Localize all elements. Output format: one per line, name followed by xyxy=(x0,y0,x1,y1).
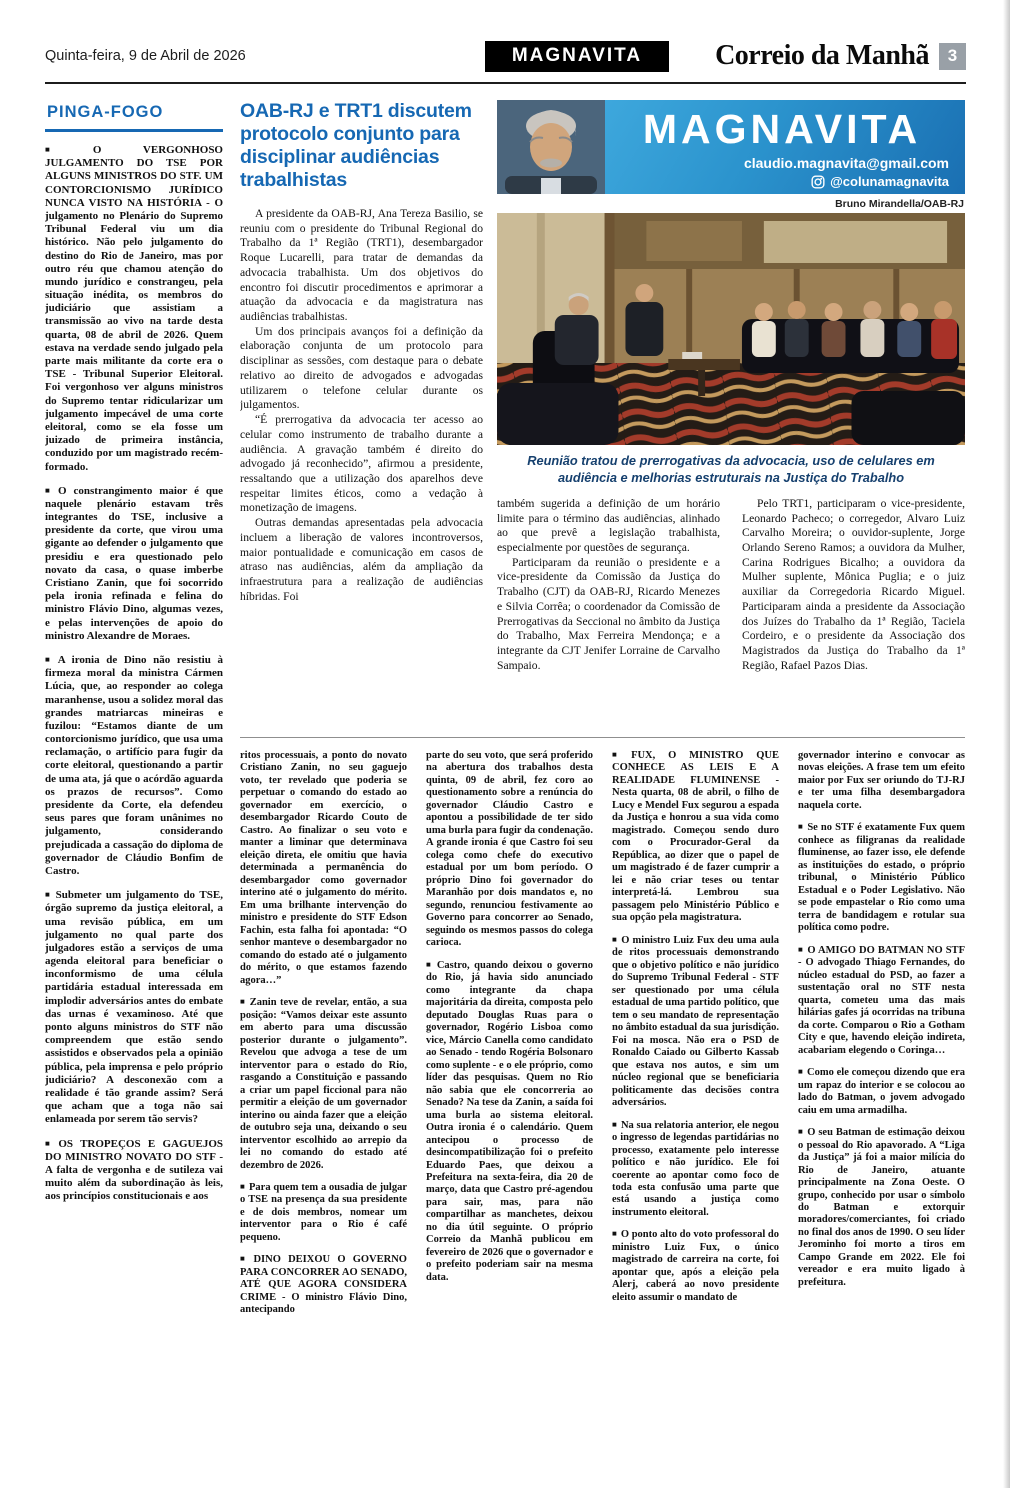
item-text: Zanin teve de revelar, então, a sua posição: “Vamos deixar este assunto em aberto para uma discussão posterior durante o julgamento”. Revelou que advoga a tese de um interventor para o estado do Rio, rasgando a Constituição e passando a criar um papel ficcional para não permitir a eleição de um governador interino ou ainda fazer que a eleição de outubro seja una, deixando o seu interventor escolhido ao arrepio da lei no comando do estado até dezembro de 2026. xyxy=(240,997,407,1171)
article-paragraph: A presidente da OAB-RJ, Ana Tereza Basilio, se reuniu com o presidente do Tribunal Regional do Trabalho da 1ª Região (TRT1), desembargador Roque Lucarelli, para tratar de demandas da advocacia trabalhista. Um dos objetivos do encontro foi discutir procedimentos e aprimorar a atuação da advocacia e da magistratura nas audiências trabalhistas. xyxy=(240,207,483,324)
pinga-fogo-column xyxy=(45,100,223,1446)
bullet-icon: ■ xyxy=(240,1254,250,1264)
bullet-icon: ■ xyxy=(798,944,804,954)
pinga-fogo-item xyxy=(798,1067,965,1117)
pinga-fogo-item xyxy=(45,889,223,1126)
article-paragraph: Outras demandas apresentadas pela advocacia incluem a liberação de valores incontroversos, maior pontualidade e comunicação em casos de atraso nas audiências, além da ampliação da infraestrutura para a realização de audiências híbridas. Foi xyxy=(240,516,483,603)
article-paragraph: também sugerida a definição de um horário limite para o término das audiências, alinhado ao que prevê a legislação trabalhista, especialmente por questões de segurança. xyxy=(497,496,720,554)
continuation-right-column xyxy=(742,497,965,715)
item-text: O advogado Thiago Fernandes, do núcleo estadual do PSD, ao fazer a sustentação oral no STF nesta quarta, cometeu uma das mais hilárias gafes já ocorridas na tribuna da corte. Comparou o Rio a Gotham City e que, havendo eleição indireta, acabariam elegendo o Coringa… xyxy=(798,957,965,1056)
magnavita-masthead xyxy=(497,100,965,194)
columnist-email: claudio.magnavita@gmail.com xyxy=(743,155,949,171)
item-lead: O AMIGO DO BATMAN NO STF - xyxy=(798,944,965,969)
item-text: A ironia de Dino não resistiu à firmeza moral da ministra Cármen Lúcia, que, ao responder ao colega maranhense, usou a solidez moral das grandes matriarcas mineiras e fuzilou: “Estamos diante de um contorcionismo jurídico, que usa uma reclamação, o artifício para fugir da corte eleitoral, questionando a partir de uma ata, já que o acórdão aguarda os prazos de recursos”. Como presidente da Corte, ela defendeu seus pares que foram unânimes no julgamento, considerando prejudicada a cassação do diploma de governador de Cláudio Bonfim de Castro. xyxy=(45,653,223,877)
article-paragraph: Pelo TRT1, participaram o vice-presidente, Leonardo Pacheco; o corregedor, Alvaro Luiz Carvalho Moreira; o ouvidor-suplente, Jorge Orlando Sereno Ramos; a ouvidora da Mulher, Carina Rodrigues Bicalho; a ouvidora da Mulher suplente, Mônica Puglia; e o juiz auxiliar da Corregedoria Ricardo Miguel. Participaram ainda a presidente da Associação dos Juízes do Trabalho da 1ª Região, Taciela Cordeiro, e o presidente da Associação dos Magistrados da Justiça do Trabalho da 1ª Região, Rafael Pazos Dias. xyxy=(742,496,965,672)
instagram-row xyxy=(811,174,949,189)
bullet-icon: ■ xyxy=(612,1229,617,1239)
item-text: Castro, quando deixou o governo do Rio, já havia sido anunciado como integrante da chapa majoritária da direita, composta pelo deputado Douglas Ruas para o governador, Rogério Lisboa como vice, Márcio Canella como candidato ao Senado - tendo Rogéria Bolsonaro como suplente - e o ele próprio, como líder das pesquisas. Quem no Rio não sabia que ele concorreria ao Senado? Na tese da Zanin, a saída foi uma burla ao sistema eleitoral. Outra ironia é o calendário. Quem antecipou o processo de desincompatibilização foi o prefeito Eduardo Paes, que deixou a Prefeitura na sexta-feira, dia 20 de março, data que Castro pré-agendou para sair, mas, para não compartilhar as manchetes, deixou no dia útil seguinte. O próprio Correio da Manhã publicou em fevereiro de 2026 que o governador e o prefeito poderiam sair na mesma data. xyxy=(426,959,593,1283)
pinga-fogo-title: PINGA-FOGO xyxy=(45,100,223,132)
column-masthead-block xyxy=(497,100,965,715)
bottom-columns xyxy=(240,750,965,1446)
item-text: O julgamento no Plenário do Supremo Tribunal Federal viu um dia histórico. Não pelo julgamento do destino do Rio de Janeiro, mas por outro réu que chamou atenção do mundo jurídico e constrangeu, pela situação inédita, os membros do judiciário que assistiam a transmissão ao vivo na tarde desta quarta, 08 de abril de 2026. Quem estava na verdade sendo julgado pela parte mais militante da corte era o TSE - Tribunal Superior Eleitoral. Foi vergonhoso ver alguns ministros do Supremo tentar ridicularizar um julgamento impecável de uma corte eleitoral, como se ela fosse um juizado de primeira instância, conduzido por um magistrado recém-formado. xyxy=(45,196,223,473)
pinga-fogo-item xyxy=(798,822,965,934)
article-continuation xyxy=(497,497,965,715)
pinga-fogo-item xyxy=(426,750,593,950)
meeting-photo xyxy=(497,213,965,445)
bottom-column-4 xyxy=(798,750,965,1446)
item-text: Na sua relatoria anterior, ele negou o ingresso de legendas partidárias no processo, exatamente pelo interesse político e não jurídico. Ele foi coerente ao apontar como foco de toda esta confusão uma parte que está usando a justiça como instrumento eleitoral. xyxy=(612,1119,779,1218)
newspaper-logo: Correio da Manhã xyxy=(715,40,929,71)
item-lead: O VERGONHOSO JULGAMENTO DO TSE POR ALGUNS MINISTROS DO STF. UM CONTORCIONISMO JURÍDICO NUNCA VISTO NA HISTÓRIA - xyxy=(45,144,223,209)
bullet-icon: ■ xyxy=(426,959,433,969)
bullet-icon: ■ xyxy=(612,750,628,759)
pinga-fogo-item xyxy=(45,1138,223,1204)
pinga-fogo-item xyxy=(612,935,779,1110)
bullet-icon: ■ xyxy=(798,1127,804,1137)
bullet-icon: ■ xyxy=(612,1119,617,1129)
continuation-left-column xyxy=(497,497,720,715)
bullet-icon: ■ xyxy=(240,997,246,1007)
pinga-fogo-item xyxy=(612,1120,779,1220)
item-text: O ministro Luiz Fux deu uma aula de ritos processuais demonstrando que o objetivo político e não jurídico do Supremo Tribunal Federal - STF ser questionado por uma célula estadual de uma partido político, que tem o seu mandato de representação no âmbito estadual da sua jurisdição. Foi na mosca. Não era o PSD de Ronaldo Caiado ou Gilberto Kassab que estava nos autos, e sim um núcleo regional que se beneficiaria politicamente das decisões contra adversários. xyxy=(612,934,780,1109)
pinga-fogo-item xyxy=(612,1229,779,1304)
bullet-icon: ■ xyxy=(45,485,55,495)
pinga-fogo-item xyxy=(240,1254,407,1316)
header-rule xyxy=(45,82,966,84)
pinga-fogo-item xyxy=(426,960,593,1285)
photo-credit: Bruno Mirandella/OAB-RJ xyxy=(835,198,964,210)
pinga-fogo-item xyxy=(45,144,223,474)
bottom-column-3 xyxy=(612,750,779,1446)
item-text: parte do seu voto, que será proferido na abertura dos trabalhos desta quinta, 09 de abril, fez coro ao questionamento sobre a renúncia do governador Cláudio Castro e apontou a possibilidade de ter sido uma burla para fugir da condenação. A grande ironia é que Castro foi seu colega como chefe do executivo estadual por um bom período. O próprio Dino foi governador do Maranhão por dois mandatos e, no segundo, renunciou festivamente ao Governo para concorrer ao Senado, seguindo os mesmos passos do colega carioca. xyxy=(426,750,593,949)
masthead-brand: MAGNAVITA xyxy=(642,106,922,152)
bullet-icon: ■ xyxy=(45,145,89,154)
meeting-photo-illustration xyxy=(497,213,965,445)
article-paragraph: “É prerrogativa da advocacia ter acesso ao celular como instrumento de trabalho durante a audiência. A gravação também é direito do advogado já reconhecido”, afirmou a presidente, ressaltando que a utilização dos aparelhos deve respeitar limites éticos, como a vedação à monetização de imagens. xyxy=(240,413,483,515)
bullet-icon: ■ xyxy=(798,1067,803,1077)
item-text: Se no STF é exatamente Fux quem conhece as filigranas da realidade fluminense, ao fazer isso, ele defende as instituições do estado, o próprio tribunal, o Ministério Público Estadual e o Poder Legislativo. Não se pode empastelar o Rio como uma terra de bandidagem e rotular sua política como podre. xyxy=(798,822,965,934)
item-text: O ponto alto do voto professoral do ministro Luiz Fux, o único magistrado de carreira na corte, foi apontar que, após a eleição pela Alerj, caberá ao novo presidente eleito assumir o mandato de xyxy=(612,1229,779,1303)
item-lead: OS TROPEÇOS E GAGUEJOS DO MINISTRO NOVATO DO STF - xyxy=(45,1137,223,1163)
article-paragraph: Um dos principais avanços foi a definição da elaboração conjunta de um protocolo para disciplinar as sessões, com destaque para o debate relativo ao direito de advogados e advogadas utilizarem o telefone celular durante os julgamentos. xyxy=(240,324,483,412)
page-number: 3 xyxy=(939,43,966,70)
pinga-fogo-item xyxy=(240,750,407,987)
section-divider xyxy=(240,737,965,738)
item-text: Nesta quarta, 08 de abril, o filho de Lucy e Mendel Fux segurou a espada da Justiça e honrou a sua vida como magistrado. Começou sendo duro com o Procurador-Geral da República, ao dizer que o papel de um magistrado é de fazer cumprir a lei e não criar teses ou tentar interpretá-lá. Lembrou sua passagem pelo Ministério Público e sua opção pela magistratura. xyxy=(612,787,779,924)
bullet-icon: ■ xyxy=(45,654,54,664)
pinga-fogo-item xyxy=(45,485,223,643)
bottom-column-1 xyxy=(240,750,407,1446)
item-text: governador interino e convocar as novas eleições. A frase tem um efeito maior por Fux ser oriundo do TJ-RJ e ter uma filha desembargadora naquela corte. xyxy=(798,750,965,811)
item-text: Como ele começou dizendo que era um rapaz do interior e se colocou ao lado do Batman, o jovem advogado caiu em uma armadilha. xyxy=(798,1067,965,1116)
article-paragraph: Participaram da reunião o presidente e a vice-presidente da Comissão da Justiça do Trabalho (CJT) da OAB-RJ, Ricardo Menezes e Silvia Corrêa; o coordenador da Comissão de Prerrogativas da Seccional no âmbito da Justiça do Trabalho, Max Ferreira Mendonça; e a integrante da CJT Jenifer Lorraine de Carvalho Sampaio. xyxy=(497,555,720,672)
pinga-fogo-item xyxy=(798,1127,965,1289)
pinga-fogo-item xyxy=(240,1182,407,1244)
main-article xyxy=(240,100,483,734)
section-banner: MAGNAVITA xyxy=(485,41,669,72)
bullet-icon: ■ xyxy=(240,1181,246,1191)
item-text: Para quem tem a ousadia de julgar o TSE na presença da sua presidente e de dois membros, nomear um interventor para o Rio é café pequeno. xyxy=(240,1181,407,1243)
instagram-icon xyxy=(811,175,825,189)
bullet-icon: ■ xyxy=(798,822,804,832)
columnist-portrait xyxy=(497,100,605,194)
article-title: OAB-RJ e TRT1 discutem protocolo conjunto para disciplinar audiências trabalhistas xyxy=(240,100,472,191)
pinga-fogo-item xyxy=(240,997,407,1172)
bullet-icon: ■ xyxy=(45,890,52,900)
edition-date: Quinta-feira, 9 de Abril de 2026 xyxy=(45,48,246,64)
instagram-handle: @colunamagnavita xyxy=(830,174,949,189)
pinga-fogo-item xyxy=(45,654,223,878)
pinga-fogo-item xyxy=(612,750,779,925)
pinga-fogo-item xyxy=(798,945,965,1057)
item-lead: FUX, O MINISTRO QUE CONHECE AS LEIS E A REALIDADE FLUMINENSE - xyxy=(612,750,779,786)
item-lead: DINO DEIXOU O GOVERNO PARA CONCORRER AO SENADO, ATÉ QUE AGORA CONSIDERA CRIME - xyxy=(240,1254,407,1303)
bottom-column-2 xyxy=(426,750,593,1446)
item-text: A falta de vergonha e de sutileza vai muito além da subordinação às leis, aos princípios constitucionais e aos xyxy=(45,1163,223,1203)
bullet-icon: ■ xyxy=(45,1138,55,1148)
item-text: ritos processuais, a ponto do novato Cristiano Zanin, no seu gaguejo voto, ter revelado que poderia se perpetuar o comando do estado ao governador em exercício, o desembargador Ricardo Couto de Castro. Ao finalizar o seu voto e manter a liminar que determinava eleição direta, ele omitiu que havia determinada a permanência do desembargador como governador interino até o julgamento do mérito. Em uma brilhante intervenção do ministro e presidente do STF Edson Fachin, esta falha foi apontada: “O senhor manteve o desembargador no comando do estado até o julgamento do mérito, o que estamos fazendo agora…” xyxy=(240,750,407,986)
item-text: O ministro Flávio Dino, antecipando xyxy=(240,1291,407,1316)
item-text: Submeter um julgamento do TSE, órgão supremo da justiça eleitoral, a uma revisão pública, em um julgamento no qual parte dos julgadores estão a serviços de uma agenda eleitoral para beneficiar o inconformismo de uma célula partidária estadual interessada em implodir adversários antes do embate das urnas é vexaminoso. Até que ponto alguns ministros do STF não compreendem que estão sendo assistidos e observados pela a opinião pública, pela imprensa e pelo próprio judiciário? A desconexão com a realidade é tão grande assim? Será que acham que a toga não sai enlameada por serem tão servis? xyxy=(45,889,223,1126)
item-text: O seu Batman de estimação deixou o pessoal do Rio apavorado. A “Liga da Justiça” já foi a maior milícia do Rio de Janeiro, atuante principalmente na Zona Oeste. O grupo, conhecido por usar o símbolo do Batman e extorquir moradores/comerciantes, foi criado no final dos anos de 1990. O seu líder Jerominho foi morto a tiros em Campo Grande em 2022. Ele foi vereador e era muito ligado à prefeitura. xyxy=(798,1127,965,1288)
photo-caption: Reunião tratou de prerrogativas da advocacia, uso de celulares em audiência e melhorias estruturais na Justiça do Trabalho xyxy=(527,453,935,485)
page-header xyxy=(45,40,966,72)
bullet-icon: ■ xyxy=(612,934,618,944)
item-text: O constrangimento maior é que naquele plenário estavam três integrantes do TSE, inclusive a presidente da corte, que virou uma gigante ao defender o julgamento que presidiu e era questionado pelo novato da casa, o quase imberbe Cristiano Zanin, que foi socorrido pela ironia refinada e felina do ministro Flávio Dino, algumas vezes, e pelas intervenções de apoio do ministro Alexandre de Moraes. xyxy=(45,484,223,642)
pinga-fogo-item xyxy=(798,750,965,812)
